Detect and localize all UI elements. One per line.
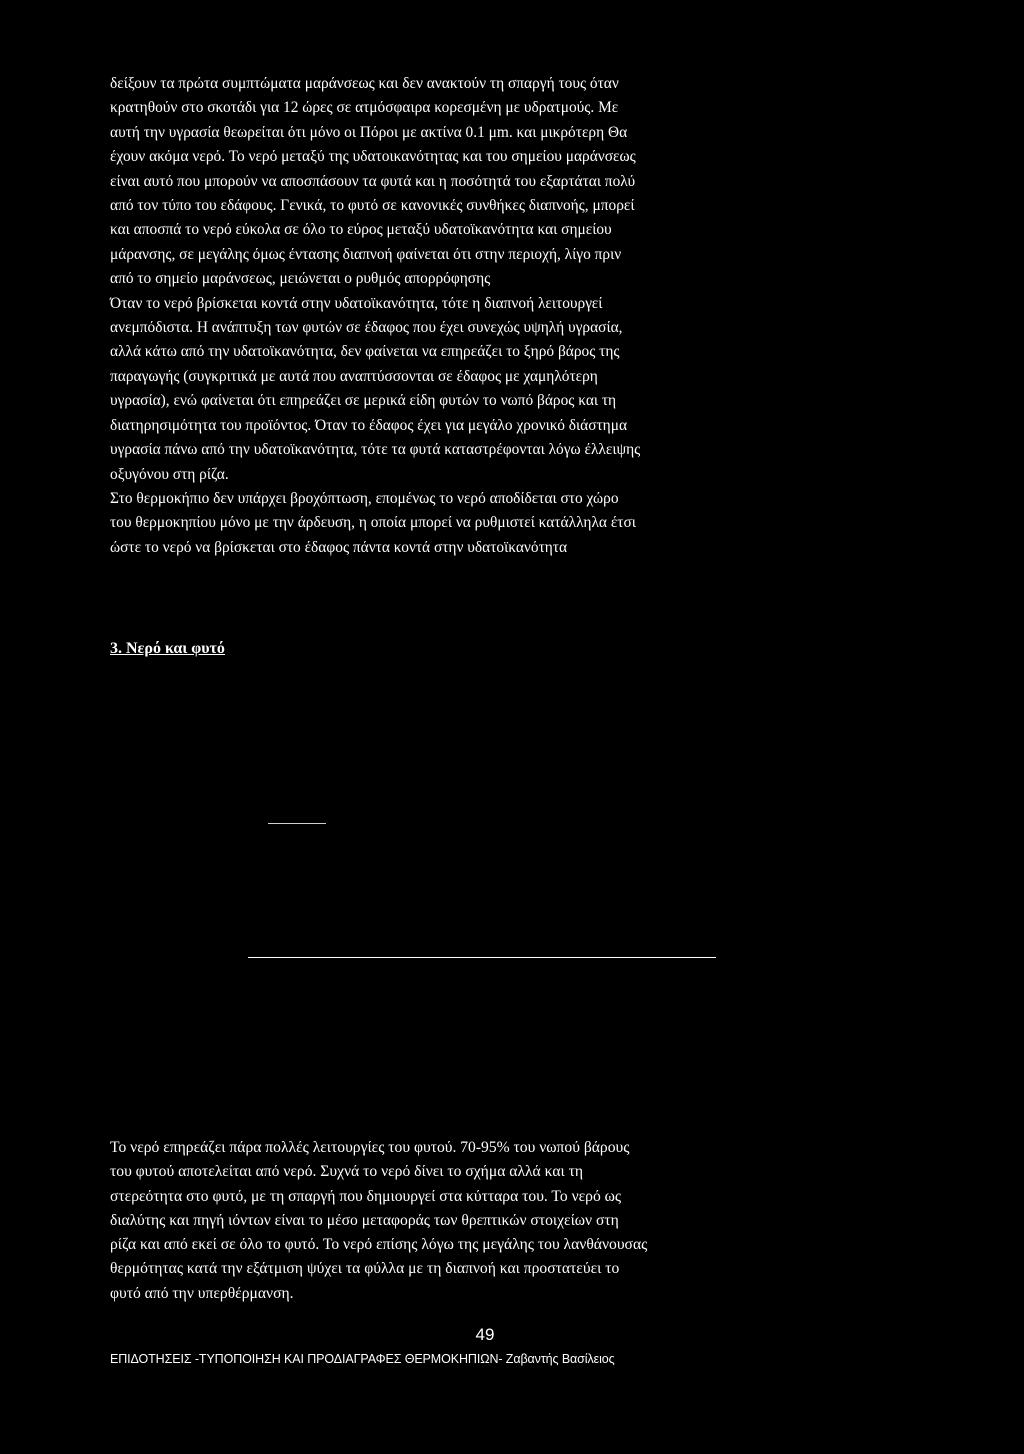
scan-artifact-dash bbox=[268, 823, 326, 824]
text-line: παραγωγής (συγκριτικά με αυτά που αναπτύσσονται σε έδαφος με χαμηλότερη bbox=[110, 367, 598, 385]
text-line: του φυτού αποτελείται από νερό. Συχνά το νερό δίνει το σχήμα αλλά και τη bbox=[110, 1163, 584, 1181]
text-line: ρίζα και από εκεί σε όλο το φυτό. Το νερό επίσης λόγω της μεγάλης του λανθάνουσας bbox=[110, 1236, 648, 1254]
page-number bbox=[0, 1325, 1024, 1345]
text-line: διατηρησιμότητα του προϊόντος. Όταν το έδαφος έχει για μεγάλο χρονικό διάστημα bbox=[110, 416, 628, 434]
text-line: φυτό από την υπερθέρμανση. bbox=[110, 1284, 294, 1302]
text-line: του θερμοκηπίου μόνο με την άρδευση, η οποία μπορεί να ρυθμιστεί κατάλληλα έτσι bbox=[110, 514, 636, 532]
text-line: έχουν ακόμα νερό. Το νερό μεταξύ της υδατοικανότητας και του σημείου μαράνσεως bbox=[110, 148, 636, 166]
body-text-top bbox=[110, 72, 870, 560]
text-line: δείξουν τα πρώτα συμπτώματα μαράνσεως και δεν ανακτούν τη σπαργή τους όταν bbox=[110, 75, 619, 92]
text-line: ανεμπόδιστα. Η ανάπτυξη των φυτών σε έδαφος που έχει συνεχώς υψηλή υγρασία, bbox=[110, 319, 623, 337]
text-line: αυτή την υγρασία θεωρείται ότι μόνο οι Πόροι με ακτίνα 0.1 μm. και μικρότερη Θα bbox=[110, 123, 628, 141]
text-line: οξυγόνου στη ρίζα. bbox=[110, 465, 229, 483]
text-line: ώστε το νερό να βρίσκεται στο έδαφος πάντα κοντά στην υδατοϊκανότητα bbox=[110, 538, 568, 556]
section-heading: 3. Νερό και φυτό bbox=[110, 640, 225, 657]
text-line: υγρασία), ενώ φαίνεται ότι επηρεάζει σε μερικά είδη φυτών το νωπό βάρος και τη bbox=[110, 392, 617, 410]
text-line: Το νερό επηρεάζει πάρα πολλές λειτουργίες του φυτού. 70-95% του νωπού βάρους bbox=[110, 1139, 630, 1156]
text-line: Όταν το νερό βρίσκεται κοντά στην υδατοϊκανότητα, τότε η διαπνοή λειτουργεί bbox=[110, 294, 603, 312]
text-line: από το σημείο μαράνσεως, μειώνεται ο ρυθμός απορρόφησης bbox=[110, 270, 491, 288]
text-line: στερεότητα στο φυτό, με τη σπαργή που δημιουργεί στα κύτταρα του. Το νερό ως bbox=[110, 1187, 622, 1205]
body-text-bottom bbox=[110, 1136, 870, 1306]
text-line: και αποσπά το νερό εύκολα σε όλο το εύρος μεταξύ υδατοϊκανότητα και σημείου bbox=[110, 221, 612, 239]
text-line: κρατηθούν στο σκοτάδι για 12 ώρες σε ατμόσφαιρα κορεσμένη με υδρατμούς. Με bbox=[110, 99, 619, 117]
text-line: Στο θερμοκήπιο δεν υπάρχει βροχόπτωση, επομένως το νερό αποδίδεται στο χώρο bbox=[110, 489, 619, 507]
text-line: θερμότητας κατά την εξάτμιση ψύχει τα φύλλα με τη διαπνοή και προστατεύει το bbox=[110, 1260, 620, 1278]
text-line: αλλά κάτω από την υδατοϊκανότητα, δεν φαίνεται να επηρεάζει το ξηρό βάρος της bbox=[110, 343, 620, 361]
text-line: υγρασία πάνω από την υδατοϊκανότητα, τότε τα φυτά καταστρέφονται λόγω έλλειψης bbox=[110, 441, 641, 459]
text-line: διαλύτης και πηγή ιόντων είναι το μέσο μεταφοράς των θρεπτικών στοιχείων στη bbox=[110, 1211, 619, 1229]
text-line: από τον τύπο του εδάφους. Γενικά, το φυτό σε κανονικές συνθήκες διαπνοής, μπορεί bbox=[110, 197, 635, 215]
running-footer: ΕΠΙΔΟΤΗΣΕΙΣ -ΤΥΠΟΠΟΙΗΣΗ ΚΑΙ ΠΡΟΔΙΑΓΡΑΦΕΣ ΘΕΡΜΟΚΗΠΙΩΝ- Ζαβαντής Βασίλειος bbox=[110, 1352, 615, 1366]
horizontal-rule bbox=[248, 957, 716, 958]
page-number-text: 49 bbox=[475, 1325, 495, 1344]
text-line: μάρανσης, σε μεγάλης όμως έντασης διαπνοή φαίνεται ότι στην περιοχή, λίγο πριν bbox=[110, 245, 622, 263]
text-line: είναι αυτό που μπορούν να αποσπάσουν τα φυτά και η ποσότητά του εξαρτάται πολύ bbox=[110, 172, 636, 190]
